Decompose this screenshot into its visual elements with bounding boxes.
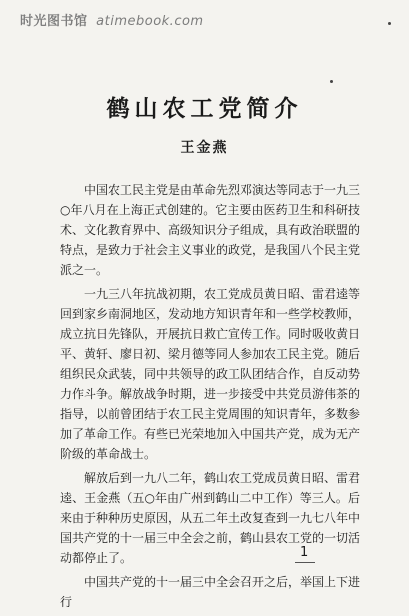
paragraph: 中国农工民主党是由革命先烈邓演达等同志于一九三○年八月在上海正式创建的。它主要由医药卫生和科研技术、文化教育界中、高级知识分子组成，具有政治联盟的特点，是致力于社会主义事业的政党，是我国八个民主党派之一。 <box>60 183 361 277</box>
watermark-site-name: 时光图书馆 <box>20 14 88 29</box>
author-name: 王金燕 <box>180 140 229 156</box>
page-title: 鹤山农工党简介 <box>106 96 303 122</box>
paragraph: 一九三八年抗战初期，农工党成员黄日昭、雷君逵等回到家乡南洞地区，发动地方知识青年和一些学校教师，成立抗日先锋队，开展抗日救亡宣传工作。同时吸收黄日平、黄轩、廖日初、梁月德等同人参加农工民主党。随后组织民众武装，同中共领导的政工队团结合作，自反动势力作斗争。解放战争时期，进一步接受中共党员游伟茶的指导，以前曾团结于农工民主党周围的知识青年，多数参加了革命工作。有些已光荣地加入中国共产党，成为无产阶级的革命战士。 <box>60 287 361 461</box>
scan-speck <box>330 80 333 83</box>
watermark <box>20 10 204 29</box>
page-number: 1 <box>300 545 309 560</box>
watermark-url: atimebook.com <box>96 14 204 29</box>
bleed-through-artifact <box>70 62 340 71</box>
paragraph: 中国共产党的十一届三中全会召开之后，举国上下进行 <box>60 575 361 609</box>
body-text <box>60 180 360 616</box>
scan-speck <box>388 22 391 25</box>
paragraph: 解放后到一九八二年，鹤山农工党成员黄日昭、雷君逵、王金燕（五○年由广州到鹤山二中工作）等三人。后来由于种种历史原因，从五二年土改复查到一九七八年中国共产党的十一届三中全会之前，鹤山县农工党的一切活动都停止了。 <box>60 471 361 565</box>
page-number-underline <box>295 562 315 563</box>
